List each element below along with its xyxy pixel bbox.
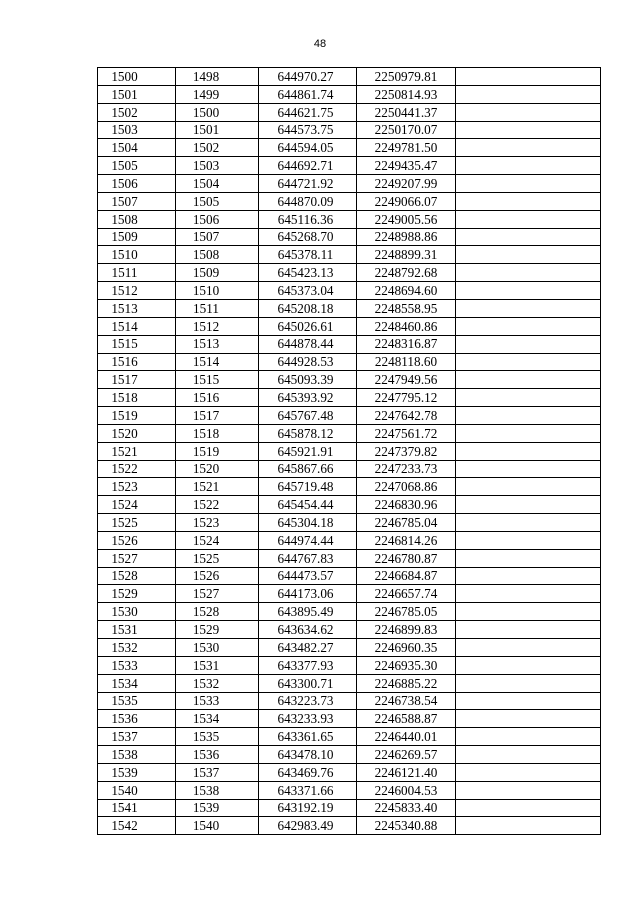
- previous-point-cell: 1534: [176, 710, 259, 728]
- notes-cell: [456, 246, 601, 264]
- notes-cell: [456, 264, 601, 282]
- y-coordinate-cell: 2250979.81: [357, 68, 456, 86]
- previous-point-cell: 1539: [176, 799, 259, 817]
- y-coordinate-cell: 2246440.01: [357, 728, 456, 746]
- y-coordinate-cell: 2246814.26: [357, 531, 456, 549]
- table-row: [98, 817, 601, 835]
- previous-point-cell: 1527: [176, 585, 259, 603]
- point-number-cell: 1520: [98, 424, 176, 442]
- x-coordinate-cell: 645378.11: [259, 246, 357, 264]
- previous-point-cell: 1502: [176, 139, 259, 157]
- notes-cell: [456, 139, 601, 157]
- notes-cell: [456, 656, 601, 674]
- table-row: [98, 424, 601, 442]
- y-coordinate-cell: 2248460.86: [357, 317, 456, 335]
- previous-point-cell: 1516: [176, 389, 259, 407]
- x-coordinate-cell: 643361.65: [259, 728, 357, 746]
- table-row: [98, 603, 601, 621]
- table-row: [98, 353, 601, 371]
- notes-cell: [456, 157, 601, 175]
- previous-point-cell: 1528: [176, 603, 259, 621]
- y-coordinate-cell: 2246960.35: [357, 639, 456, 657]
- point-number-cell: 1508: [98, 210, 176, 228]
- notes-cell: [456, 799, 601, 817]
- table-row: [98, 371, 601, 389]
- previous-point-cell: 1507: [176, 228, 259, 246]
- point-number-cell: 1521: [98, 442, 176, 460]
- table-row: [98, 103, 601, 121]
- notes-cell: [456, 531, 601, 549]
- notes-cell: [456, 603, 601, 621]
- x-coordinate-cell: 644173.06: [259, 585, 357, 603]
- table-row: [98, 460, 601, 478]
- notes-cell: [456, 353, 601, 371]
- x-coordinate-cell: 645116.36: [259, 210, 357, 228]
- y-coordinate-cell: 2246588.87: [357, 710, 456, 728]
- x-coordinate-cell: 645423.13: [259, 264, 357, 282]
- x-coordinate-cell: 645093.39: [259, 371, 357, 389]
- y-coordinate-cell: 2248988.86: [357, 228, 456, 246]
- previous-point-cell: 1535: [176, 728, 259, 746]
- table-row: [98, 621, 601, 639]
- point-number-cell: 1511: [98, 264, 176, 282]
- y-coordinate-cell: 2245833.40: [357, 799, 456, 817]
- notes-cell: [456, 710, 601, 728]
- y-coordinate-cell: 2246738.54: [357, 692, 456, 710]
- x-coordinate-cell: 645454.44: [259, 496, 357, 514]
- previous-point-cell: 1529: [176, 621, 259, 639]
- table-row: [98, 68, 601, 86]
- table-row: [98, 531, 601, 549]
- x-coordinate-cell: 643371.66: [259, 781, 357, 799]
- notes-cell: [456, 282, 601, 300]
- notes-cell: [456, 621, 601, 639]
- y-coordinate-cell: 2246684.87: [357, 567, 456, 585]
- notes-cell: [456, 371, 601, 389]
- notes-cell: [456, 549, 601, 567]
- table-row: [98, 567, 601, 585]
- y-coordinate-cell: 2248558.95: [357, 299, 456, 317]
- notes-cell: [456, 85, 601, 103]
- x-coordinate-cell: 645921.91: [259, 442, 357, 460]
- x-coordinate-cell: 644878.44: [259, 335, 357, 353]
- point-number-cell: 1529: [98, 585, 176, 603]
- notes-cell: [456, 763, 601, 781]
- coordinates-table: [97, 67, 601, 835]
- previous-point-cell: 1536: [176, 746, 259, 764]
- previous-point-cell: 1501: [176, 121, 259, 139]
- y-coordinate-cell: 2248316.87: [357, 335, 456, 353]
- notes-cell: [456, 210, 601, 228]
- y-coordinate-cell: 2246785.04: [357, 514, 456, 532]
- table-row: [98, 246, 601, 264]
- notes-cell: [456, 299, 601, 317]
- y-coordinate-cell: 2247561.72: [357, 424, 456, 442]
- notes-cell: [456, 496, 601, 514]
- previous-point-cell: 1500: [176, 103, 259, 121]
- point-number-cell: 1534: [98, 674, 176, 692]
- y-coordinate-cell: 2249435.47: [357, 157, 456, 175]
- table-row: [98, 514, 601, 532]
- x-coordinate-cell: 643233.93: [259, 710, 357, 728]
- previous-point-cell: 1509: [176, 264, 259, 282]
- y-coordinate-cell: 2246004.53: [357, 781, 456, 799]
- previous-point-cell: 1510: [176, 282, 259, 300]
- y-coordinate-cell: 2250814.93: [357, 85, 456, 103]
- x-coordinate-cell: 644928.53: [259, 353, 357, 371]
- table-row: [98, 157, 601, 175]
- previous-point-cell: 1511: [176, 299, 259, 317]
- previous-point-cell: 1506: [176, 210, 259, 228]
- x-coordinate-cell: 643192.19: [259, 799, 357, 817]
- y-coordinate-cell: 2246657.74: [357, 585, 456, 603]
- point-number-cell: 1528: [98, 567, 176, 585]
- notes-cell: [456, 781, 601, 799]
- point-number-cell: 1527: [98, 549, 176, 567]
- table-row: [98, 175, 601, 193]
- table-row: [98, 692, 601, 710]
- previous-point-cell: 1525: [176, 549, 259, 567]
- x-coordinate-cell: 644974.44: [259, 531, 357, 549]
- point-number-cell: 1524: [98, 496, 176, 514]
- table-row: [98, 335, 601, 353]
- point-number-cell: 1519: [98, 407, 176, 425]
- point-number-cell: 1504: [98, 139, 176, 157]
- x-coordinate-cell: 643634.62: [259, 621, 357, 639]
- previous-point-cell: 1513: [176, 335, 259, 353]
- notes-cell: [456, 424, 601, 442]
- y-coordinate-cell: 2246885.22: [357, 674, 456, 692]
- x-coordinate-cell: 645767.48: [259, 407, 357, 425]
- table-row: [98, 478, 601, 496]
- page-number: 48: [313, 38, 327, 50]
- point-number-cell: 1538: [98, 746, 176, 764]
- point-number-cell: 1501: [98, 85, 176, 103]
- point-number-cell: 1505: [98, 157, 176, 175]
- x-coordinate-cell: 645867.66: [259, 460, 357, 478]
- table-row: [98, 799, 601, 817]
- table-row: [98, 282, 601, 300]
- x-coordinate-cell: 645208.18: [259, 299, 357, 317]
- point-number-cell: 1518: [98, 389, 176, 407]
- x-coordinate-cell: 645393.92: [259, 389, 357, 407]
- notes-cell: [456, 68, 601, 86]
- table-row: [98, 710, 601, 728]
- table-row: [98, 674, 601, 692]
- table-row: [98, 389, 601, 407]
- x-coordinate-cell: 644473.57: [259, 567, 357, 585]
- y-coordinate-cell: 2249066.07: [357, 192, 456, 210]
- point-number-cell: 1526: [98, 531, 176, 549]
- previous-point-cell: 1523: [176, 514, 259, 532]
- y-coordinate-cell: 2249781.50: [357, 139, 456, 157]
- previous-point-cell: 1526: [176, 567, 259, 585]
- table-row: [98, 763, 601, 781]
- y-coordinate-cell: 2246785.05: [357, 603, 456, 621]
- point-number-cell: 1540: [98, 781, 176, 799]
- y-coordinate-cell: 2245340.88: [357, 817, 456, 835]
- point-number-cell: 1541: [98, 799, 176, 817]
- x-coordinate-cell: 643469.76: [259, 763, 357, 781]
- y-coordinate-cell: 2248118.60: [357, 353, 456, 371]
- previous-point-cell: 1538: [176, 781, 259, 799]
- y-coordinate-cell: 2246121.40: [357, 763, 456, 781]
- notes-cell: [456, 514, 601, 532]
- previous-point-cell: 1498: [176, 68, 259, 86]
- notes-cell: [456, 335, 601, 353]
- table-row: [98, 407, 601, 425]
- x-coordinate-cell: 644573.75: [259, 121, 357, 139]
- previous-point-cell: 1503: [176, 157, 259, 175]
- previous-point-cell: 1508: [176, 246, 259, 264]
- previous-point-cell: 1533: [176, 692, 259, 710]
- x-coordinate-cell: 644970.27: [259, 68, 357, 86]
- point-number-cell: 1510: [98, 246, 176, 264]
- y-coordinate-cell: 2250170.07: [357, 121, 456, 139]
- notes-cell: [456, 692, 601, 710]
- table-row: [98, 639, 601, 657]
- x-coordinate-cell: 645719.48: [259, 478, 357, 496]
- point-number-cell: 1522: [98, 460, 176, 478]
- previous-point-cell: 1524: [176, 531, 259, 549]
- previous-point-cell: 1522: [176, 496, 259, 514]
- previous-point-cell: 1530: [176, 639, 259, 657]
- previous-point-cell: 1518: [176, 424, 259, 442]
- table-row: [98, 746, 601, 764]
- x-coordinate-cell: 643300.71: [259, 674, 357, 692]
- table-row: [98, 139, 601, 157]
- x-coordinate-cell: 644594.05: [259, 139, 357, 157]
- notes-cell: [456, 121, 601, 139]
- point-number-cell: 1536: [98, 710, 176, 728]
- x-coordinate-cell: 645268.70: [259, 228, 357, 246]
- notes-cell: [456, 460, 601, 478]
- y-coordinate-cell: 2248899.31: [357, 246, 456, 264]
- previous-point-cell: 1519: [176, 442, 259, 460]
- table-row: [98, 192, 601, 210]
- y-coordinate-cell: 2247068.86: [357, 478, 456, 496]
- notes-cell: [456, 728, 601, 746]
- table-row: [98, 299, 601, 317]
- y-coordinate-cell: 2246899.83: [357, 621, 456, 639]
- point-number-cell: 1507: [98, 192, 176, 210]
- x-coordinate-cell: 643223.73: [259, 692, 357, 710]
- x-coordinate-cell: 644692.71: [259, 157, 357, 175]
- point-number-cell: 1517: [98, 371, 176, 389]
- notes-cell: [456, 567, 601, 585]
- previous-point-cell: 1515: [176, 371, 259, 389]
- previous-point-cell: 1537: [176, 763, 259, 781]
- x-coordinate-cell: 645026.61: [259, 317, 357, 335]
- table-row: [98, 549, 601, 567]
- previous-point-cell: 1514: [176, 353, 259, 371]
- y-coordinate-cell: 2247233.73: [357, 460, 456, 478]
- notes-cell: [456, 103, 601, 121]
- x-coordinate-cell: 643478.10: [259, 746, 357, 764]
- point-number-cell: 1537: [98, 728, 176, 746]
- y-coordinate-cell: 2250441.37: [357, 103, 456, 121]
- point-number-cell: 1502: [98, 103, 176, 121]
- previous-point-cell: 1517: [176, 407, 259, 425]
- point-number-cell: 1523: [98, 478, 176, 496]
- notes-cell: [456, 639, 601, 657]
- point-number-cell: 1532: [98, 639, 176, 657]
- table-row: [98, 728, 601, 746]
- notes-cell: [456, 407, 601, 425]
- previous-point-cell: 1512: [176, 317, 259, 335]
- y-coordinate-cell: 2247379.82: [357, 442, 456, 460]
- notes-cell: [456, 192, 601, 210]
- y-coordinate-cell: 2246269.57: [357, 746, 456, 764]
- x-coordinate-cell: 644870.09: [259, 192, 357, 210]
- previous-point-cell: 1521: [176, 478, 259, 496]
- y-coordinate-cell: 2247642.78: [357, 407, 456, 425]
- table-row: [98, 121, 601, 139]
- point-number-cell: 1506: [98, 175, 176, 193]
- point-number-cell: 1503: [98, 121, 176, 139]
- previous-point-cell: 1499: [176, 85, 259, 103]
- x-coordinate-cell: 644767.83: [259, 549, 357, 567]
- notes-cell: [456, 746, 601, 764]
- notes-cell: [456, 442, 601, 460]
- previous-point-cell: 1532: [176, 674, 259, 692]
- table-row: [98, 85, 601, 103]
- notes-cell: [456, 175, 601, 193]
- notes-cell: [456, 317, 601, 335]
- point-number-cell: 1531: [98, 621, 176, 639]
- y-coordinate-cell: 2247795.12: [357, 389, 456, 407]
- y-coordinate-cell: 2246935.30: [357, 656, 456, 674]
- point-number-cell: 1530: [98, 603, 176, 621]
- table-row: [98, 317, 601, 335]
- notes-cell: [456, 674, 601, 692]
- point-number-cell: 1512: [98, 282, 176, 300]
- previous-point-cell: 1540: [176, 817, 259, 835]
- previous-point-cell: 1504: [176, 175, 259, 193]
- point-number-cell: 1509: [98, 228, 176, 246]
- y-coordinate-cell: 2246780.87: [357, 549, 456, 567]
- point-number-cell: 1539: [98, 763, 176, 781]
- point-number-cell: 1513: [98, 299, 176, 317]
- table-body: [98, 68, 601, 835]
- x-coordinate-cell: 645373.04: [259, 282, 357, 300]
- point-number-cell: 1515: [98, 335, 176, 353]
- y-coordinate-cell: 2249005.56: [357, 210, 456, 228]
- y-coordinate-cell: 2247949.56: [357, 371, 456, 389]
- notes-cell: [456, 228, 601, 246]
- x-coordinate-cell: 642983.49: [259, 817, 357, 835]
- y-coordinate-cell: 2246830.96: [357, 496, 456, 514]
- table-row: [98, 210, 601, 228]
- table-row: [98, 496, 601, 514]
- x-coordinate-cell: 644721.92: [259, 175, 357, 193]
- table-row: [98, 442, 601, 460]
- point-number-cell: 1533: [98, 656, 176, 674]
- previous-point-cell: 1505: [176, 192, 259, 210]
- point-number-cell: 1542: [98, 817, 176, 835]
- table-row: [98, 264, 601, 282]
- table-row: [98, 228, 601, 246]
- point-number-cell: 1500: [98, 68, 176, 86]
- x-coordinate-cell: 644621.75: [259, 103, 357, 121]
- table-row: [98, 585, 601, 603]
- previous-point-cell: 1531: [176, 656, 259, 674]
- previous-point-cell: 1520: [176, 460, 259, 478]
- x-coordinate-cell: 645878.12: [259, 424, 357, 442]
- x-coordinate-cell: 643482.27: [259, 639, 357, 657]
- x-coordinate-cell: 643895.49: [259, 603, 357, 621]
- notes-cell: [456, 585, 601, 603]
- y-coordinate-cell: 2248694.60: [357, 282, 456, 300]
- notes-cell: [456, 817, 601, 835]
- y-coordinate-cell: 2249207.99: [357, 175, 456, 193]
- point-number-cell: 1535: [98, 692, 176, 710]
- table-row: [98, 781, 601, 799]
- point-number-cell: 1525: [98, 514, 176, 532]
- y-coordinate-cell: 2248792.68: [357, 264, 456, 282]
- notes-cell: [456, 478, 601, 496]
- x-coordinate-cell: 645304.18: [259, 514, 357, 532]
- x-coordinate-cell: 643377.93: [259, 656, 357, 674]
- point-number-cell: 1516: [98, 353, 176, 371]
- x-coordinate-cell: 644861.74: [259, 85, 357, 103]
- point-number-cell: 1514: [98, 317, 176, 335]
- table-row: [98, 656, 601, 674]
- notes-cell: [456, 389, 601, 407]
